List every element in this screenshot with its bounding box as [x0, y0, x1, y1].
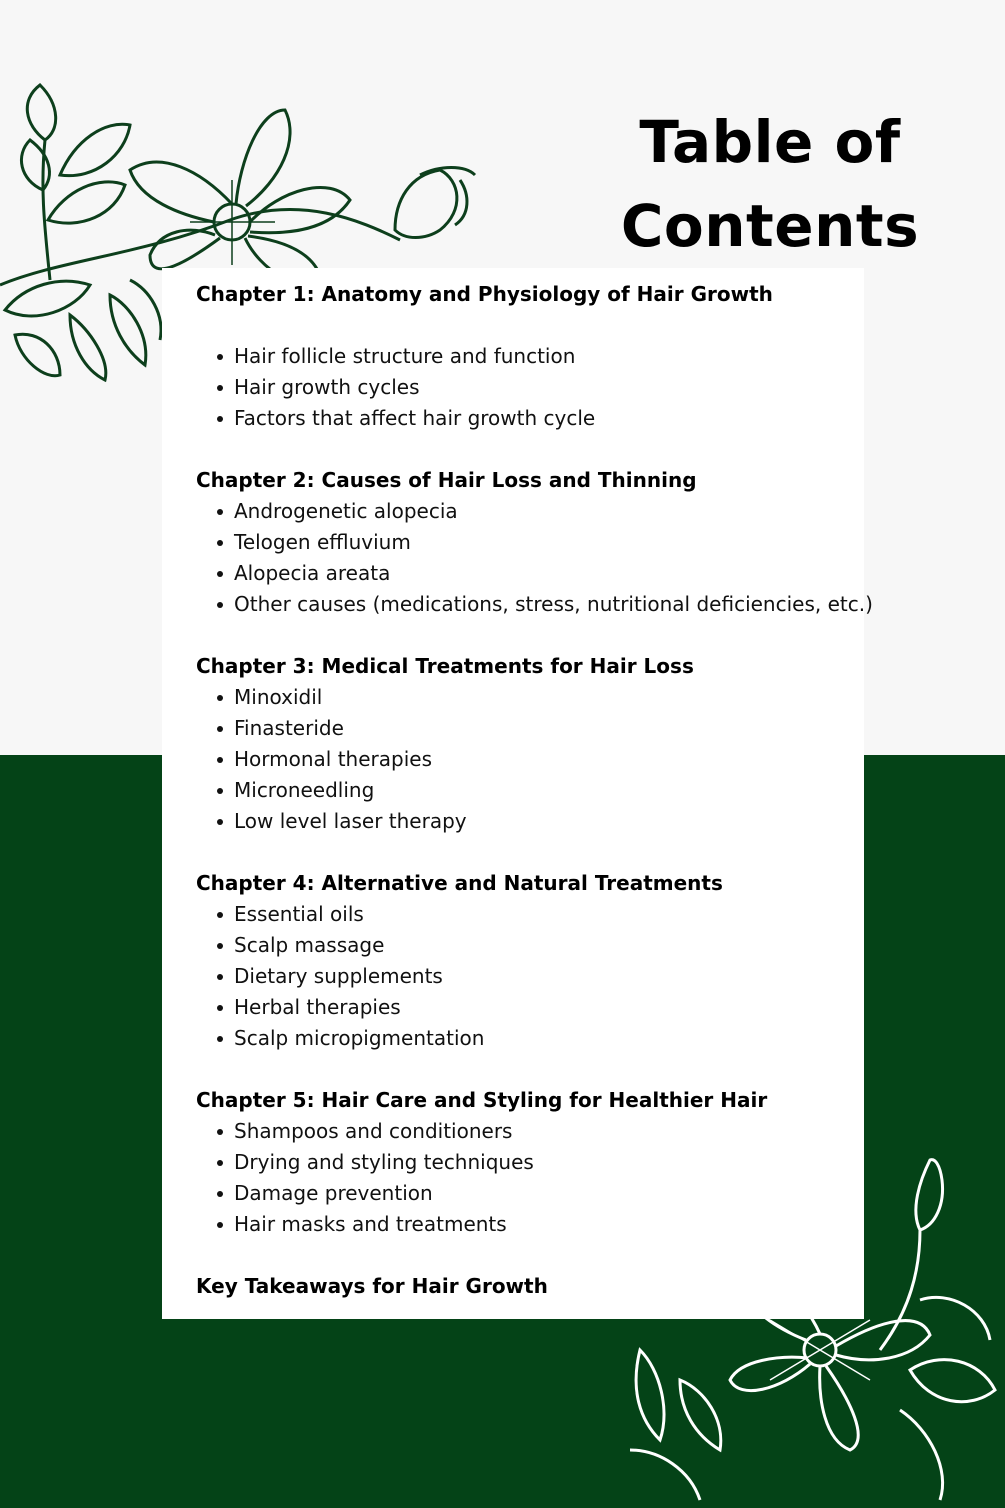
chapter-1-list — [196, 341, 864, 434]
list-item: Drying and styling techniques — [214, 1147, 864, 1178]
list-item: Finasteride — [214, 713, 864, 744]
chapter-1 — [196, 279, 864, 434]
list-item: Dietary supplements — [214, 961, 864, 992]
key-takeaways-heading: Key Takeaways for Hair Growth — [196, 1274, 548, 1298]
list-item: Hair masks and treatments — [214, 1209, 864, 1240]
chapter-4-list — [196, 899, 864, 1054]
list-item: Telogen effluvium — [214, 527, 864, 558]
list-item: Androgenetic alopecia — [214, 496, 864, 527]
list-item: Herbal therapies — [214, 992, 864, 1023]
chapter-4-heading: Chapter 4: Alternative and Natural Treatments — [196, 871, 723, 895]
list-item: Scalp micropigmentation — [214, 1023, 864, 1054]
chapter-3-heading: Chapter 3: Medical Treatments for Hair Loss — [196, 654, 694, 678]
chapter-2-list — [196, 496, 873, 620]
list-item: Low level laser therapy — [214, 806, 864, 837]
list-item: Alopecia areata — [214, 558, 864, 589]
list-item: Factors that affect hair growth cycle — [214, 403, 864, 434]
list-item: Damage prevention — [214, 1178, 864, 1209]
list-item: Hair follicle structure and function — [214, 341, 864, 372]
list-item: Microneedling — [214, 775, 864, 806]
chapter-2-heading: Chapter 2: Causes of Hair Loss and Thinning — [196, 468, 697, 492]
chapter-5 — [196, 1085, 864, 1240]
list-item: Hormonal therapies — [214, 744, 864, 775]
chapter-3 — [196, 651, 864, 837]
chapter-5-list — [196, 1116, 864, 1240]
contents-card — [162, 268, 873, 1319]
page-title: Table of Contents — [620, 108, 920, 260]
chapter-2 — [196, 465, 873, 620]
list-item: Essential oils — [214, 899, 864, 930]
list-item: Other causes (medications, stress, nutritional deficiencies, etc.) — [214, 589, 864, 620]
chapter-3-list — [196, 682, 864, 837]
chapter-1-heading: Chapter 1: Anatomy and Physiology of Hair Growth — [196, 282, 773, 306]
list-item: Scalp massage — [214, 930, 864, 961]
list-item: Shampoos and conditioners — [214, 1116, 864, 1147]
list-item: Minoxidil — [214, 682, 864, 713]
list-item: Hair growth cycles — [214, 372, 864, 403]
chapter-5-heading: Chapter 5: Hair Care and Styling for Healthier Hair — [196, 1088, 768, 1112]
chapter-4 — [196, 868, 864, 1054]
